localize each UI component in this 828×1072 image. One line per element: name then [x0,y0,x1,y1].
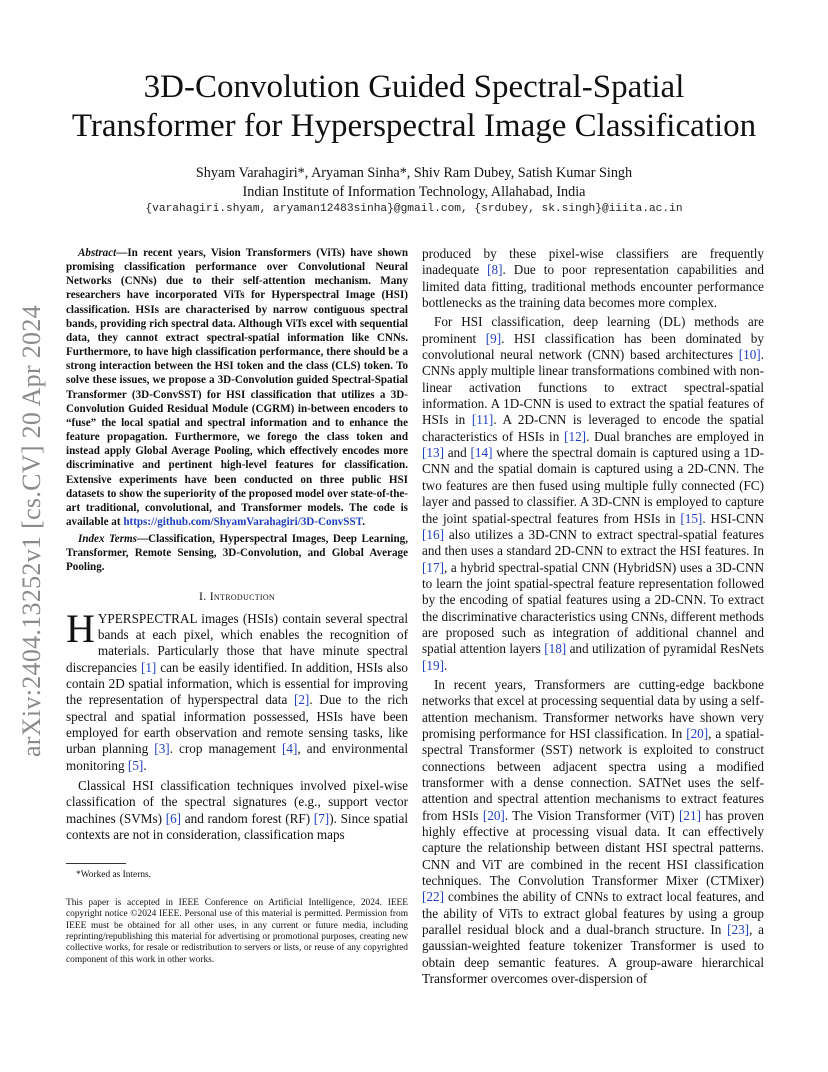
title-line-2: Transformer for Hyperspectral Image Classification [71,108,757,144]
abstract: Abstract—In recent years, Vision Transformers (ViTs) have shown promising classification performance over Convolutional Neural Networks (CNNs) due to their self-attention mechanism. Many researchers have incorporated ViTs for Hyperspectral Image (HSI) classification. HSIs are characterised by narrow contiguous spectral bands, providing rich spectral data. Although ViTs excel with sequential data, they cannot extract spectral-spatial information like CNNs. Furthermore, to have high classification performance, there should be a strong interaction between the HSI token and the class (CLS) token. To solve these issues, we propose a 3D-Convolution guided Spectral-Spatial Transformer (3D-ConvSST) for HSI classification that utilizes a 3D-Convolution Guided Residual Module (CGRM) in-between encoders to “fuse” the local spatial and spectral information and to enhance the feature propagation. Furthermore, we forego the class token and instead apply Global Average Pooling, which effectively encodes more discriminative and pertinent high-level features for classification. Extensive experiments have been conducted on three public HSI datasets to show the superiority of the proposed model over state-of-the-art traditional, convolutional, and Transformer models. The code is available at https://github.com/ShyamVarahagiri/3D-ConvSST. [66,247,408,528]
paper-title [40,68,788,146]
index-terms [66,532,408,574]
right-paragraph-3: In recent years, Transformers are cutting-edge backbone networks that excel at processing sequential data by using a self-attention mechanism. Transformer networks have shown very promising performance for HSI classification. In [20], a spatial-spectral Transformer (SST) network is exploited to construct connections between adjacent spectra using a modified transformer with a dense connection. SATNet uses the self-attention and spectral attention mechanisms to extract features from HSIs [20]. The Vision Transformer (ViT) [21] has proven highly effective at processing visual data. It can effectively capture the relationship between distant HSI spectral patterns. CNN and ViT are combined in the recent HSI classification techniques. The Convolution Transformer Mixer (CTMixer) [22] combines the ability of CNNs to extract local features, and the ability of ViTs to extract global features by using a group parallel residual block and a dual-branch structure. In [23], a gaussian-weighted feature tokenizer Transformer is used to obtain deep semantic features. A group-aware hierarchical Transformer overcomes over-dispersion of [422,676,764,987]
citation[interactable]: [10] [738,347,761,363]
citation[interactable]: [11] [471,412,494,428]
citation[interactable]: [1] [140,659,157,675]
citation[interactable]: [23] [727,922,750,938]
citation[interactable]: [6] [165,810,182,826]
citation[interactable]: [7] [313,810,330,826]
abstract-text: —In recent years, Vision Transformers (ViTs) have shown promising classification performance over Convolutional Neural Networks (CNNs) due to their self-attention mechanism. Many researchers have incorporated ViTs for Hyperspectral Image (HSI) classification. HSIs are characterised by narrow contiguous spectral bands, providing rich spectral data. Although ViTs excel with sequential data, they cannot extract spectral-spatial information like CNNs. Furthermore, to have high classification performance, there should be a strong interaction between the HSI token and the class (CLS) token. To solve these issues, we propose a 3D-Convolution guided Spectral-Spatial Transformer (3D-ConvSST) for HSI classification that utilizes a 3D-Convolution Guided Residual Module (CGRM) in-between encoders to “fuse” the local spatial and spectral information and to enhance the feature propagation. Furthermore, we forego the class token and instead apply Global Average Pooling, which effectively encodes more discriminative and pertinent high-level features for classification. Extensive experiments have been conducted on three public HSI datasets to show the superiority of the proposed model over state-of-the-art traditional, convolutional, and Transformer models. The code is available at [66,247,408,528]
citation[interactable]: [20] [686,725,709,741]
citation[interactable]: [21] [679,807,701,823]
citation[interactable]: [14] [470,445,493,461]
title-line-1: 3D-Convolution Guided Spectral-Spatial [143,69,685,105]
citation[interactable]: [17] [422,559,444,575]
left-column [66,246,408,966]
author-block [40,164,788,202]
citation[interactable]: [8] [487,262,503,278]
citation[interactable]: [3] [154,741,170,757]
affiliation: Indian Institute of Information Technology, Allahabad, India [242,184,586,200]
footnote-rule [66,863,126,864]
section-heading: I. Introduction [198,588,276,603]
citation[interactable]: [4] [281,741,298,757]
citation[interactable]: [20] [482,807,505,823]
citation[interactable]: [12] [564,428,587,444]
citation[interactable]: [16] [422,526,444,542]
index-terms-label: Index Terms [78,533,137,546]
citation[interactable]: [5] [127,757,144,773]
citation[interactable]: [9] [485,330,502,346]
authors: Shyam Varahagiri*, Aryaman Sinha*, Shiv Ram Dubey, Satish Kumar Singh [195,165,633,181]
abstract-label: Abstract [78,247,117,259]
citation[interactable]: [13] [422,445,444,461]
citation[interactable]: [18] [544,641,567,657]
code-link[interactable]: https://github.com/ShyamVarahagiri/3D-ConvSST [123,515,363,528]
footnote-interns: *Worked as Interns. [76,870,152,881]
right-column [422,246,764,987]
citation[interactable]: [2] [293,692,310,708]
intro-paragraph-2: Classical HSI classification techniques involved pixel-wise classification of the spectral signatures (e.g., support vector machines (SVMs) [6] and random forest (RF) [7]). Since spatial contexts are not in consideration, classification maps [66,778,408,843]
citation[interactable]: [15] [680,510,703,526]
citation[interactable]: [19] [422,657,444,673]
footnote-copyright: This paper is accepted in IEEE Conference on Artificial Intelligence, 2024. IEEE copyright notice ©2024 IEEE. Personal use of this material is permitted. Permission from IEEE must be obtained for all other uses, in any current or future media, including reprinting/republishing this material for advertising or promotional purposes, creating new collective works, for resale or redistribution to servers or lists, or reuse of any copyrighted component of this work in other works. [66,898,408,965]
right-paragraph-1: produced by these pixel-wise classifiers are frequently inadequate [8]. Due to poor representation capabilities and limited data fitting, traditional methods encounter performance bottlenecks as the training data becomes more complex. [422,246,764,311]
right-paragraph-2: For HSI classification, deep learning (DL) methods are prominent [9]. HSI classification has been dominated by convolutional neural network (CNN) based architectures [10]. CNNs apply multiple linear transformations combined with non-linear activation functions to extract spectral-spatial information. A 1D-CNN is used to extract the spatial features of HSIs in [11]. A 2D-CNN is leveraged to encode the spatial characteristics of HSIs in [12]. Dual branches are employed in [13] and [14] where the spectral domain is captured using a 1D-CNN and the spatial domain is captured using a 2D-CNN. The two features are then fused using multiple fully connected (FC) layer and passed to classifier. A 3D-CNN is employed to capture the joint spatial-spectral features from HSIs in [15]. HSI-CNN [16] also utilizes a 3D-CNN to extract spectral-spatial features and then uses a standard 2D-CNN to extract the HSI features. In [17], a hybrid spectral-spatial CNN (HybridSN) uses a 3D-CNN to learn the joint spatial-spectral feature representation followed by the encoding of spatial features using a 2D-CNN. To extract the discriminative characteristics using CNNs, different methods are proposed such as integration of additional channel and spatial attention layers [18] and utilization of pyramidal ResNets [19]. [422,314,765,673]
intro-paragraph-1: HYPERSPECTRAL images (HSIs) contain several spectral bands at each pixel, which enables the recognition of materials. Particularly those that have minute spectral discrepancies [1] can be easily identified. In addition, HSIs also contain 2D spatial information, which is essential for improving the representation of hyperspectral data [2]. Due to the rich spectral and spatial information possessed, HSIs have been employed for earth observation and remote sensing tasks, like urban planning [3]. crop management [4], and environmental monitoring [5]. [66,605,409,773]
drop-cap: H [66,605,95,651]
index-terms-text: —Classification, Hyperspectral Images, Deep Learning, Transformer, Remote Sensing, 3D-Convolution, and Global Average Pooling. [66,533,408,574]
citation[interactable]: [22] [422,889,444,905]
emails: {varahagiri.shyam, aryaman12483sinha}@gmail.com, {srdubey, sk.singh}@iiita.ac.in [145,203,683,215]
